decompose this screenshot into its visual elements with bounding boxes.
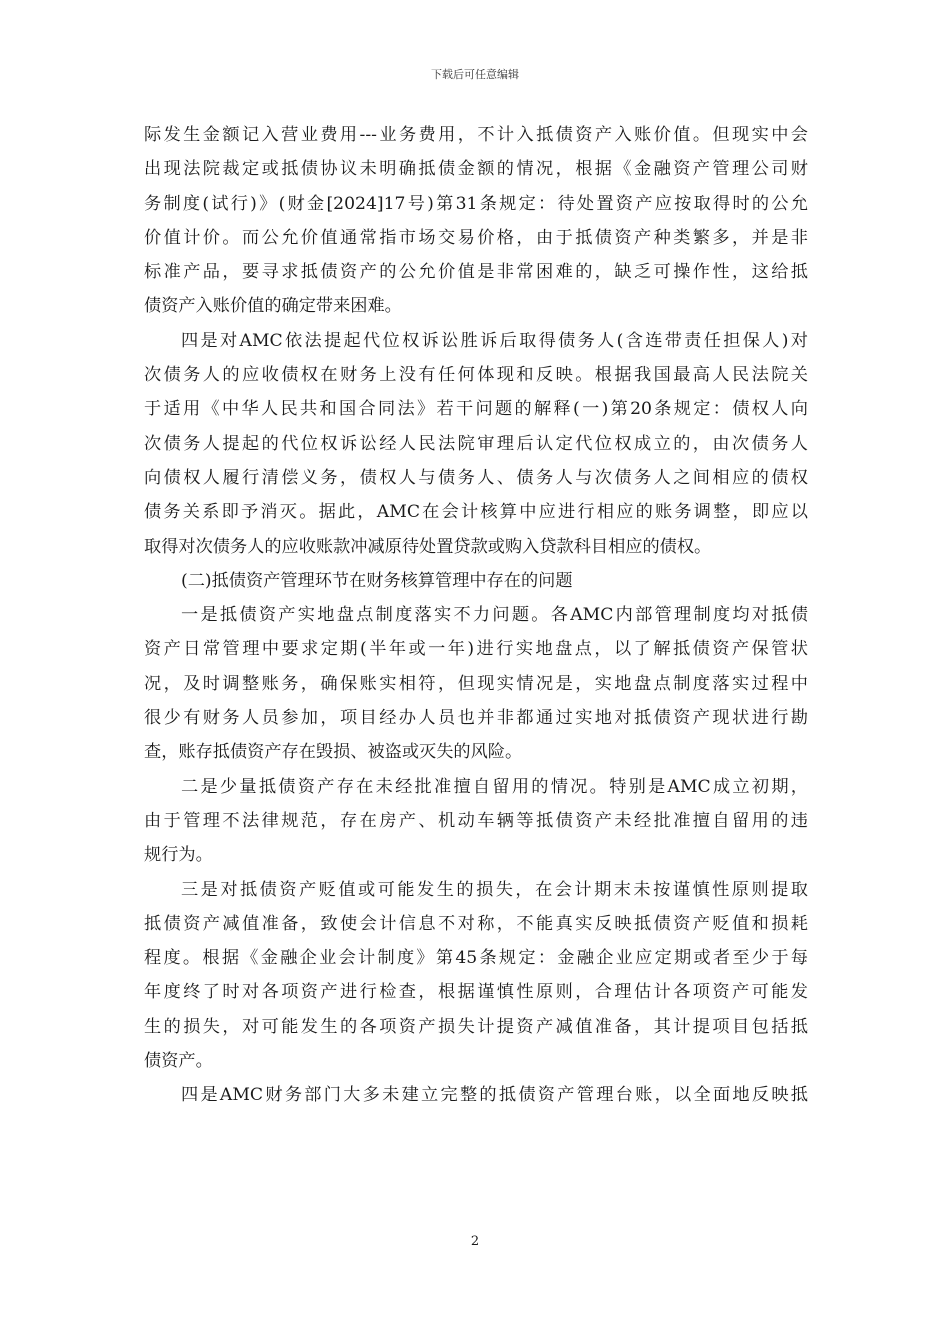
text-line: 二是少量抵债资产存在未经批准擅自留用的情况。特别是AMC成立初期， (181, 776, 808, 797)
text-line: 三是对抵债资产贬值或可能发生的损失，在会计期末未按谨慎性原则提取 (181, 879, 808, 900)
text-line: (二)抵债资产管理环节在财务核算管理中存在的问题 (181, 570, 573, 591)
text-line: 很少有财务人员参加，项目经办人员也并非都通过实地对抵债资产现状进行勘 (144, 708, 808, 729)
text-line: 年度终了时对各项资产进行检查，根据谨慎性原则，合理估计各项资产可能发 (144, 982, 808, 1003)
text-line: 向债权人履行清偿义务，债权人与债务人、债务人与次债务人之间相应的债权 (144, 467, 808, 488)
text-line: 四是AMC财务部门大多未建立完整的抵债资产管理台账，以全面地反映抵 (181, 1085, 808, 1106)
body-text (144, 118, 808, 1113)
text-line: 际发生金额记入营业费用---业务费用，不计入抵债资产入账价值。但现实中会 (144, 125, 808, 145)
text-line: 债资产。 (144, 1051, 213, 1072)
text-line: 资产日常管理中要求定期(半年或一年)进行实地盘点，以了解抵债资产保管状 (144, 639, 808, 660)
text-line: 四是对AMC依法提起代位权诉讼胜诉后取得债务人(含连带责任担保人)对 (181, 330, 808, 351)
text-line: 规行为。 (144, 845, 213, 866)
text-line: 债务关系即予消灭。据此，AMC在会计核算中应进行相应的账务调整，即应以 (144, 502, 808, 523)
page-header: 下载后可任意编辑 (431, 68, 519, 81)
text-line: 抵债资产减值准备，致使会计信息不对称，不能真实反映抵债资产贬值和损耗 (144, 913, 808, 934)
text-line: 生的损失，对可能发生的各项资产损失计提资产减值准备，其计提项目包括抵 (144, 1016, 808, 1037)
text-line: 一是抵债资产实地盘点制度落实不力问题。各AMC内部管理制度均对抵债 (181, 605, 808, 626)
text-line: 务制度(试行)》(财金[2024]17号)第31条规定：待处置资产应按取得时的公允 (144, 193, 808, 214)
text-line: 况，及时调整账务，确保账实相符，但现实情况是，实地盘点制度落实过程中 (144, 673, 808, 694)
text-line: 于适用《中华人民共和国合同法》若干问题的解释(一)第20条规定：债权人向 (144, 399, 808, 420)
text-line: 价值计价。而公允价值通常指市场交易价格，由于抵债资产种类繁多，并是非 (144, 227, 808, 248)
text-line: 标准产品，要寻求抵债资产的公允价值是非常困难的，缺乏可操作性，这给抵 (144, 262, 808, 283)
text-line: 次债务人的应收债权在财务上没有任何体现和反映。根据我国最高人民法院关 (144, 365, 808, 386)
text-line: 次债务人提起的代位权诉讼经人民法院审理后认定代位权成立的，由次债务人 (144, 433, 808, 454)
text-line: 由于管理不法律规范，存在房产、机动车辆等抵债资产未经批准擅自留用的违 (144, 810, 808, 831)
text-line: 取得对次债务人的应收账款冲减原待处置贷款或购入贷款科目相应的债权。 (144, 536, 712, 557)
text-line: 查，账存抵债资产存在毁损、被盗或灭失的风险。 (144, 742, 523, 763)
text-line: 出现法院裁定或抵债协议未明确抵债金额的情况，根据《金融资产管理公司财 (144, 159, 808, 180)
page-number: 2 (470, 1234, 480, 1249)
text-line: 债资产入账价值的确定带来困难。 (144, 296, 402, 317)
text-line: 程度。根据《金融企业会计制度》第45条规定：金融企业应定期或者至少于每 (144, 948, 808, 969)
